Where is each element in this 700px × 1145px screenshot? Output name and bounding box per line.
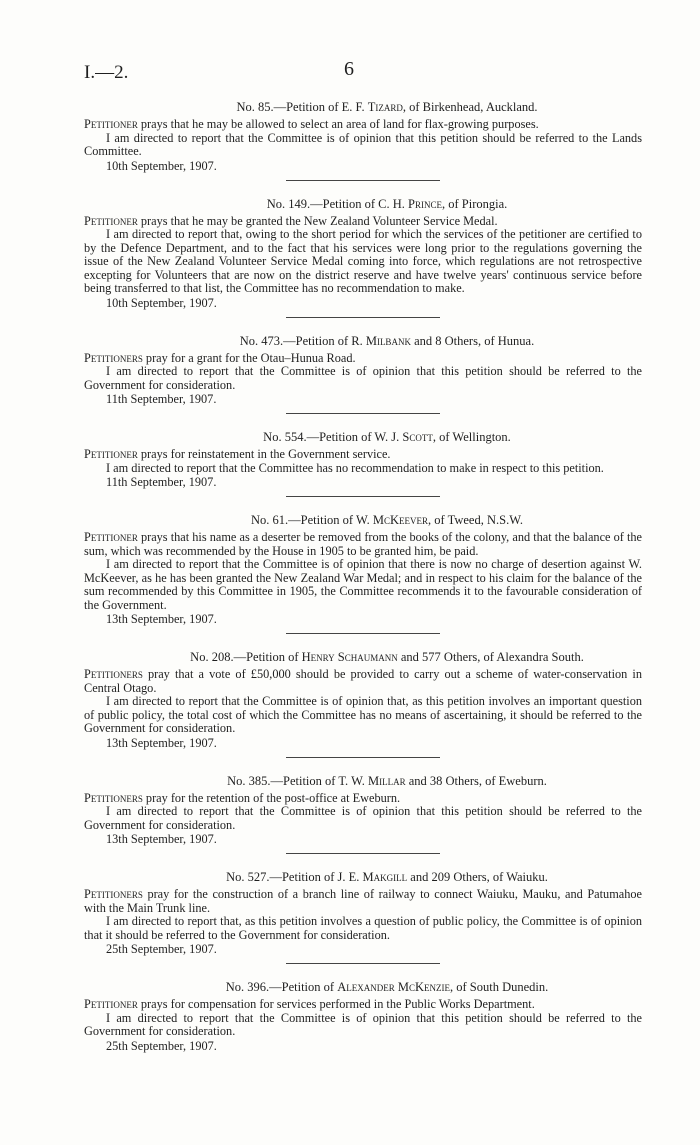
report-date: 10th September, 1907. <box>106 158 217 173</box>
committee-report: I am directed to report that the Committee is of opinion that this petition should be referred to the Government for consideration. <box>84 804 642 832</box>
petition-entry <box>84 100 642 181</box>
petition-entry <box>84 513 642 634</box>
petition-entry <box>84 197 642 318</box>
petition-entry <box>84 334 642 415</box>
petitioner-name: Milbank <box>365 333 411 348</box>
petitioner-name: Prince <box>408 196 442 211</box>
petition-heading: No. 208.—Petition of Henry Schaumann and 577 Others, of Alexandra South. <box>190 650 584 664</box>
petitioner-name: Millar <box>367 773 406 788</box>
petition-prayer: Petitioner prays that he may be allowed to select an area of land for flax-growing purposes. <box>84 117 539 131</box>
separator-rule <box>286 413 440 414</box>
committee-report: I am directed to report that the Committee is of opinion that this petition should be referred to the Government for consideration. <box>84 364 642 392</box>
petition-prayer: Petitioners pray for the retention of the post-office at Eweburn. <box>84 790 401 805</box>
petition-heading: No. 473.—Petition of R. Milbank and 8 Others, of Hunua. <box>239 333 535 348</box>
report-date: 13th September, 1907. <box>106 612 217 626</box>
petition-entry <box>84 650 642 758</box>
petition-heading: No. 554.—Petition of W. J. Scott, of Wellington. <box>263 430 511 444</box>
petition-prayer: Petitioner prays for compensation for services performed in the Public Works Department. <box>84 997 535 1011</box>
separator-rule <box>286 496 440 497</box>
separator-rule <box>286 757 440 758</box>
petition-prayer: Petitioner prays that his name as a deserter be removed from the books of the colony, and that the balance of the sum, which was recommended by the House in 1905 to be granted him, be paid. <box>84 530 642 558</box>
report-date: 10th September, 1907. <box>106 295 217 310</box>
committee-report: I am directed to report that the Committee is of opinion that, as this petition involves an important question of public policy, the total cost of which the Committee has no means of ascertaining, it should be referred to the Government for consideration. <box>84 694 642 735</box>
report-date: 25th September, 1907. <box>106 942 217 956</box>
petition-heading: No. 61.—Petition of W. McKeever, of Tweed, N.S.W. <box>251 513 523 527</box>
petition-entry <box>84 870 642 964</box>
petition-prayer: Petitioner prays for reinstatement in the Government service. <box>84 447 391 461</box>
petitioner-name: Henry Schaumann <box>301 650 398 664</box>
petition-list <box>84 100 642 1053</box>
page-header <box>0 58 700 88</box>
petition-prayer: Petitioners pray for the construction of a branch line of railway to connect Waiuku, Mauku, and Patumahoe with the Main Trunk line. <box>84 887 642 915</box>
report-date: 13th September, 1907. <box>106 735 217 750</box>
petition-prayer: Petitioners pray for a grant for the Otau–Hunua Road. <box>84 350 356 365</box>
committee-report: I am directed to report that, as this petition involves a question of public policy, the Committee is of opinion that it should be referred to the Government for consideration. <box>84 914 642 942</box>
petition-heading: No. 85.—Petition of E. F. Tizard, of Birkenhead, Auckland. <box>236 100 538 114</box>
committee-report: I am directed to report that the Committee has no recommendation to make in respect to this petition. <box>106 460 604 475</box>
separator-rule <box>286 963 440 964</box>
petitioner-name: Makgill <box>362 870 408 884</box>
petitioner-name: Tizard <box>367 100 403 114</box>
separator-rule <box>286 180 440 181</box>
document-code: I.—2. <box>84 62 129 83</box>
page-number: 6 <box>344 58 354 80</box>
petition-entry <box>84 980 642 1053</box>
petition-entry <box>84 774 642 855</box>
petition-entry <box>84 430 642 497</box>
committee-report: I am directed to report that the Committee is of opinion that this petition should be referred to the Lands Committee. <box>84 130 642 158</box>
petition-heading: No. 385.—Petition of T. W. Millar and 38 Others, of Eweburn. <box>227 773 547 788</box>
committee-report: I am directed to report that the Committee is of opinion that this petition should be referred to the Government for consideration. <box>84 1010 642 1038</box>
report-date: 25th September, 1907. <box>106 1038 217 1053</box>
report-date: 13th September, 1907. <box>106 832 217 846</box>
report-date: 11th September, 1907. <box>106 392 217 406</box>
petition-prayer: Petitioner prays that he may be granted the New Zealand Volunteer Service Medal. <box>84 213 498 228</box>
petitioner-name: Scott <box>402 430 433 444</box>
separator-rule <box>286 317 440 318</box>
petition-prayer: Petitioners pray that a vote of £50,000 should be provided to carry out a scheme of water-conservation in Central Otago. <box>84 667 642 695</box>
petition-heading: No. 527.—Petition of J. E. Makgill and 209 Others, of Waiuku. <box>226 870 548 884</box>
separator-rule <box>286 633 440 634</box>
committee-report: I am directed to report that, owing to the short period for which the services of the petitioner are certified to by the Defence Department, and to the fact that his services were long prior to the regulations governing the issue of the New Zealand Volunteer Service Medal coming into force, which regulations are not retrospective excepting for Volunteers that are now on the district reserve and have twelve years' continuous service before being transferred to that list, the Committee has no recommendation to make. <box>84 227 642 295</box>
petition-heading: No. 396.—Petition of Alexander McKenzie, of South Dunedin. <box>225 980 549 994</box>
committee-report: I am directed to report that the Committee is of opinion that there is now no charge of desertion against W. McKeever, as he has been granted the New Zealand War Medal; and in respect to his claim for the balance of the sum recommended by this Committee in 1905, the Committee recommends it to the favourable consideration of the Government. <box>84 557 642 612</box>
separator-rule <box>286 853 440 854</box>
petitioner-name: McKeever <box>372 513 429 527</box>
report-date: 11th September, 1907. <box>106 475 217 489</box>
petitioner-name: Alexander McKenzie <box>337 980 450 994</box>
petition-heading: No. 149.—Petition of C. H. Prince, of Pirongia. <box>266 196 508 211</box>
